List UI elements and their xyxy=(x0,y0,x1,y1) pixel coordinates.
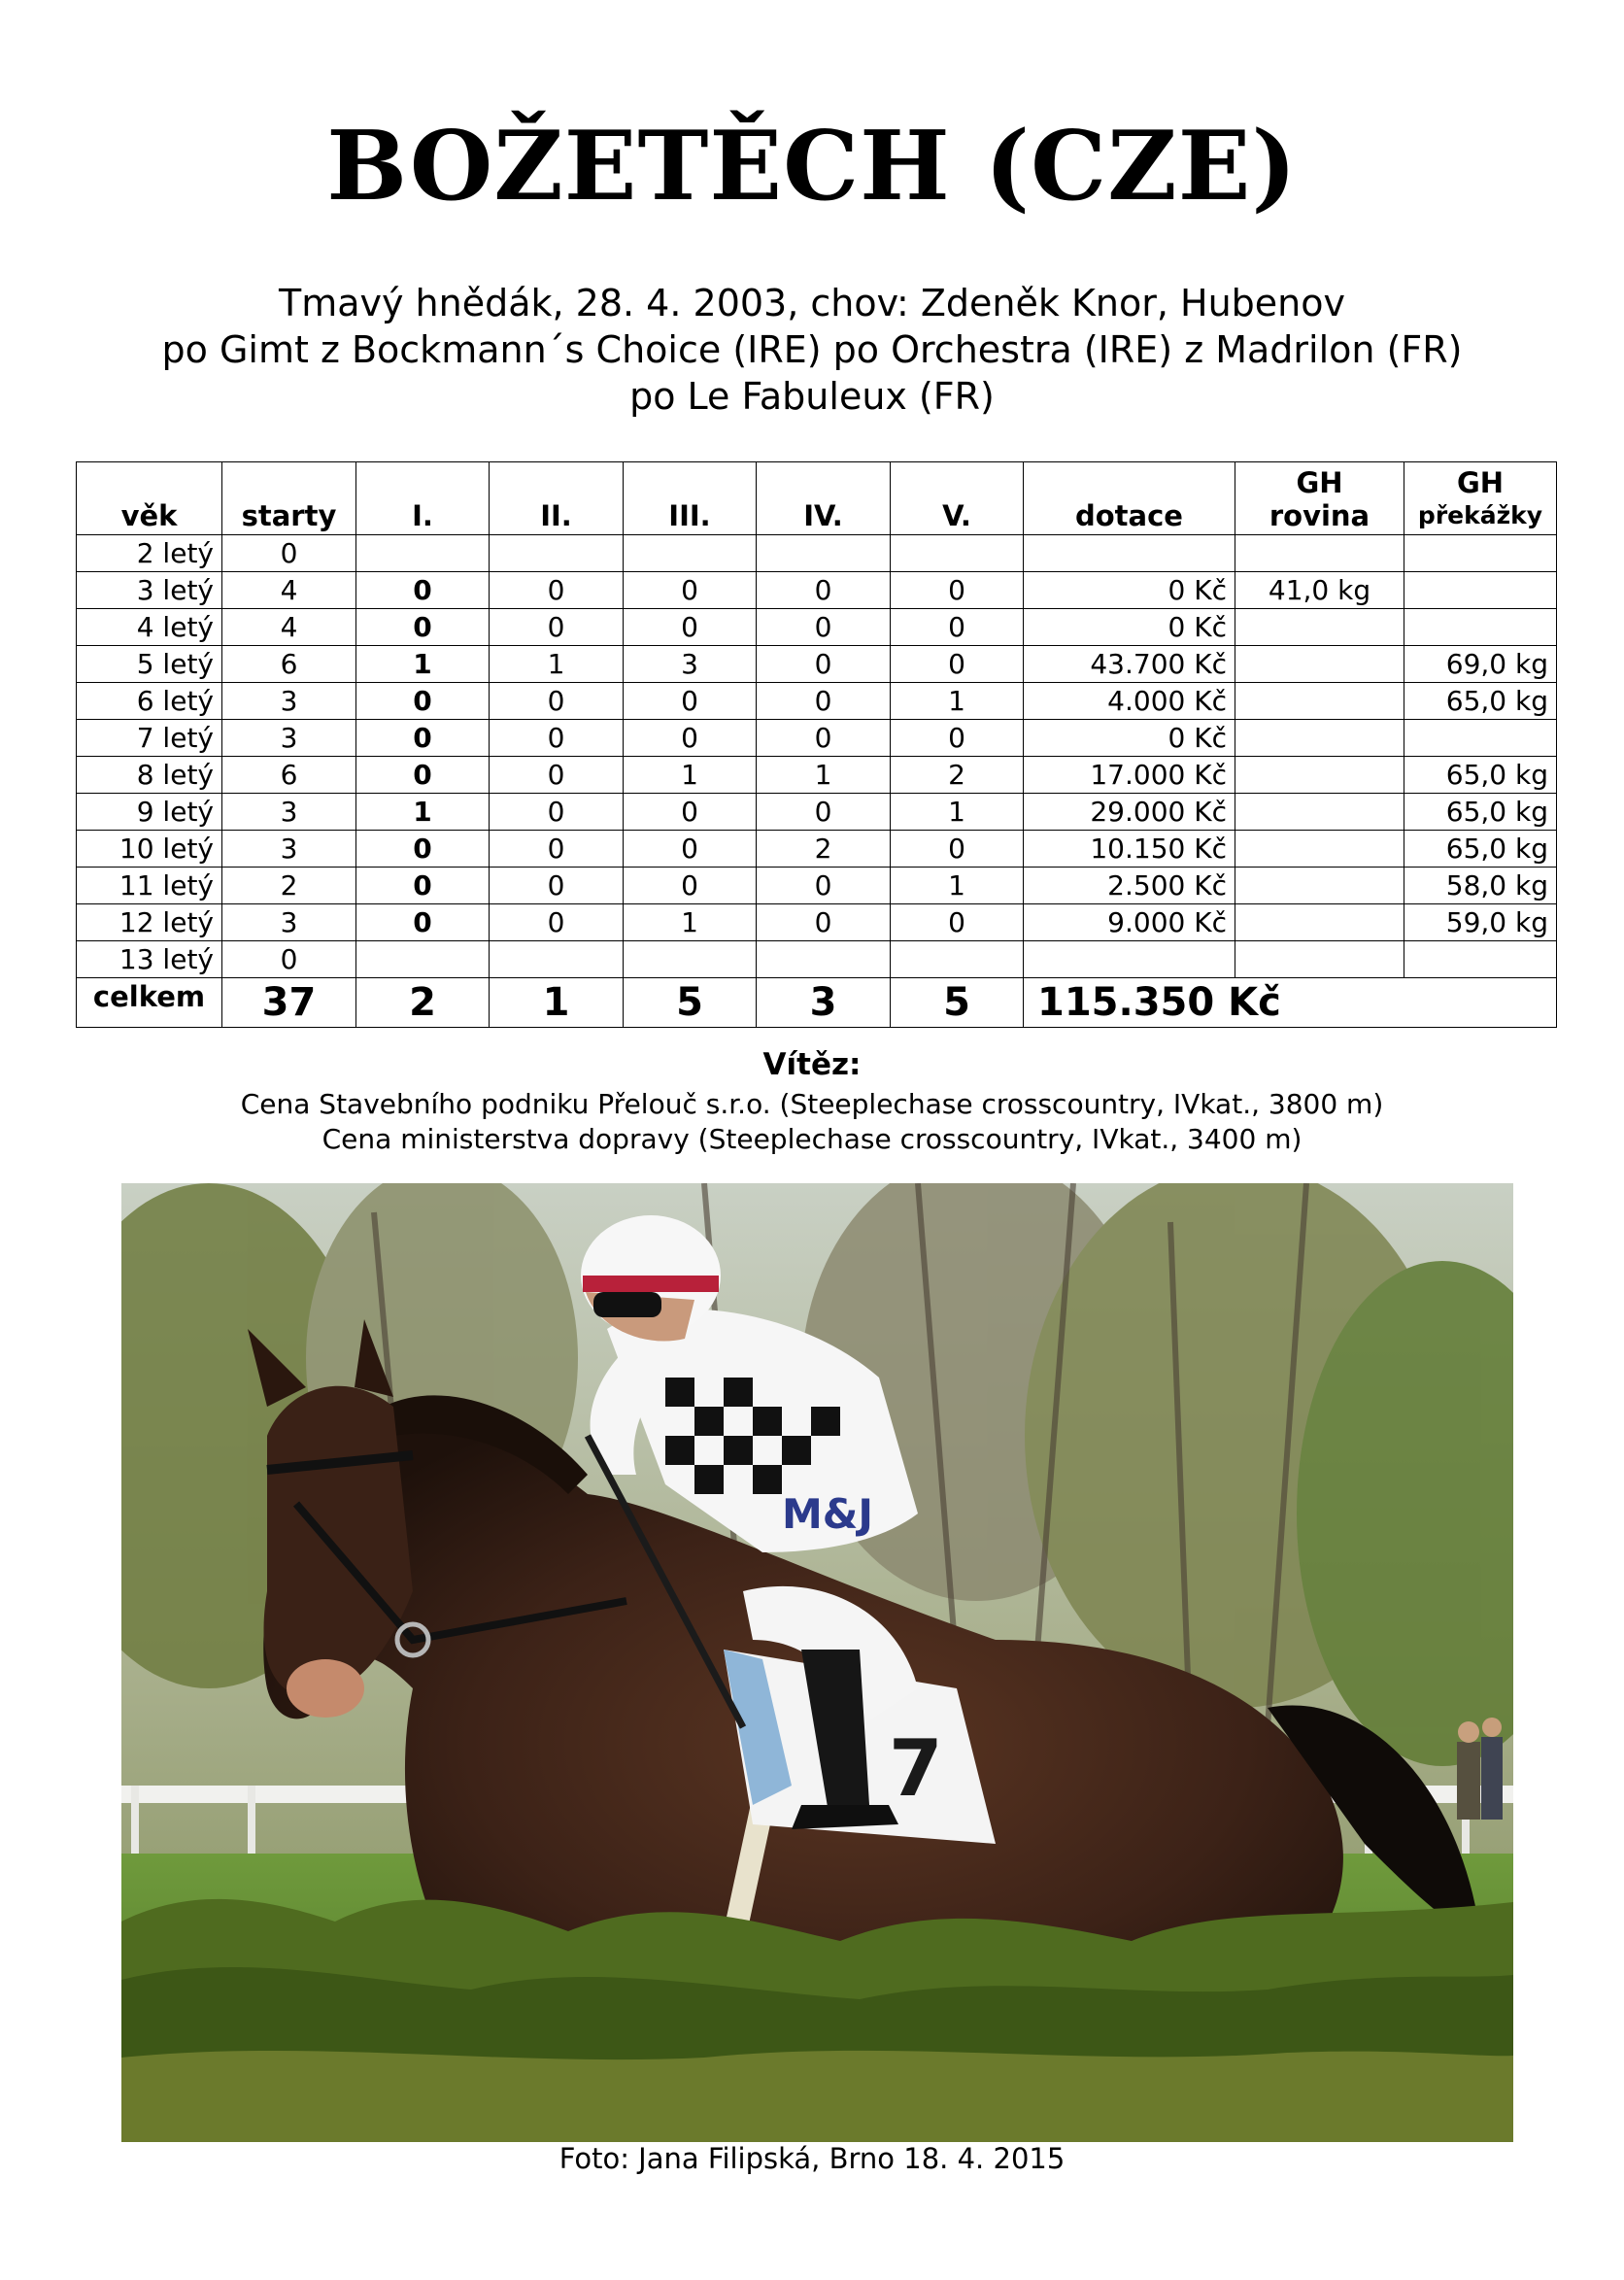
cell-place-5 xyxy=(891,535,1024,572)
cell-prize: 29.000 Kč xyxy=(1024,794,1235,831)
cell-gh-flat xyxy=(1235,720,1404,757)
race-photo-illustration xyxy=(121,1183,1513,2142)
cell-gh-flat xyxy=(1235,646,1404,683)
cell-place-1: 0 xyxy=(356,904,490,941)
cell-starts: 4 xyxy=(222,572,356,609)
cell-starts: 3 xyxy=(222,831,356,868)
cell-prize: 17.000 Kč xyxy=(1024,757,1235,794)
header-gh-flat-line-1: GH xyxy=(1296,466,1343,499)
header-gh-jump-line-1: GH xyxy=(1456,466,1505,499)
cell-gh-flat xyxy=(1235,941,1404,978)
header-gh-flat xyxy=(1235,462,1404,535)
cell-gh-jump: 65,0 kg xyxy=(1404,794,1557,831)
cell-gh-jump xyxy=(1404,535,1557,572)
cell-place-1: 0 xyxy=(356,868,490,904)
total-place-5: 5 xyxy=(891,978,1024,1028)
cell-starts: 6 xyxy=(222,646,356,683)
cell-place-5 xyxy=(891,941,1024,978)
header-gh-flat-line-2: rovina xyxy=(1269,499,1370,532)
total-place-1: 2 xyxy=(356,978,490,1028)
cell-gh-jump xyxy=(1404,720,1557,757)
cell-place-1: 1 xyxy=(356,794,490,831)
cell-place-5: 1 xyxy=(891,683,1024,720)
cell-age: 5 letý xyxy=(77,646,222,683)
total-label: celkem xyxy=(77,978,222,1028)
cell-place-4 xyxy=(757,535,891,572)
cell-place-3: 0 xyxy=(624,572,757,609)
cell-place-5: 0 xyxy=(891,720,1024,757)
cell-place-1: 0 xyxy=(356,609,490,646)
cell-prize xyxy=(1024,535,1235,572)
cell-place-5: 0 xyxy=(891,609,1024,646)
cell-place-3: 3 xyxy=(624,646,757,683)
photo-caption: Foto: Jana Filipská, Brno 18. 4. 2015 xyxy=(558,2142,1066,2175)
cell-place-4: 0 xyxy=(757,868,891,904)
cell-starts: 3 xyxy=(222,683,356,720)
cell-place-1: 0 xyxy=(356,683,490,720)
pedigree-line-2: po Gimt z Bockmann´s Choice (IRE) po Orchestra (IRE) z Madrilon (FR) xyxy=(161,328,1463,371)
cell-gh-flat xyxy=(1235,683,1404,720)
silks-logo: M&J xyxy=(782,1490,874,1538)
cell-place-5: 0 xyxy=(891,646,1024,683)
table-row xyxy=(77,794,1557,831)
cell-place-1 xyxy=(356,535,490,572)
cell-place-3: 0 xyxy=(624,609,757,646)
table-row xyxy=(77,609,1557,646)
cell-age: 9 letý xyxy=(77,794,222,831)
table-row xyxy=(77,904,1557,941)
cell-starts: 3 xyxy=(222,720,356,757)
cell-place-5: 0 xyxy=(891,831,1024,868)
cell-place-4: 0 xyxy=(757,904,891,941)
cell-gh-flat xyxy=(1235,831,1404,868)
cell-starts: 3 xyxy=(222,904,356,941)
table-row xyxy=(77,868,1557,904)
cell-gh-flat: 41,0 kg xyxy=(1235,572,1404,609)
cell-place-2: 0 xyxy=(490,794,624,831)
total-place-2: 1 xyxy=(490,978,624,1028)
table-row xyxy=(77,572,1557,609)
winner-race-2: Cena ministerstva dopravy (Steeplechase crosscountry, IVkat., 3400 m) xyxy=(321,1123,1303,1155)
total-place-4: 3 xyxy=(757,978,891,1028)
table-total-row xyxy=(77,978,1557,1028)
header-place-1: I. xyxy=(356,462,490,535)
header-age: věk xyxy=(77,462,222,535)
cell-age: 13 letý xyxy=(77,941,222,978)
header-gh-jump-line-2: překážky xyxy=(1417,501,1543,529)
cell-prize: 2.500 Kč xyxy=(1024,868,1235,904)
cell-place-1: 0 xyxy=(356,831,490,868)
cell-age: 6 letý xyxy=(77,683,222,720)
cell-age: 11 letý xyxy=(77,868,222,904)
race-results-table xyxy=(76,461,1557,1028)
cell-gh-jump: 58,0 kg xyxy=(1404,868,1557,904)
cell-place-1: 0 xyxy=(356,720,490,757)
cell-prize: 0 Kč xyxy=(1024,572,1235,609)
cell-place-3: 0 xyxy=(624,794,757,831)
cell-gh-flat xyxy=(1235,868,1404,904)
cell-place-3: 1 xyxy=(624,904,757,941)
cell-place-4: 0 xyxy=(757,646,891,683)
race-photo xyxy=(121,1183,1513,2142)
cell-gh-flat xyxy=(1235,609,1404,646)
cell-place-1: 0 xyxy=(356,757,490,794)
header-gh-jump xyxy=(1404,462,1557,535)
cell-place-4: 0 xyxy=(757,794,891,831)
cell-starts: 0 xyxy=(222,941,356,978)
cell-place-3 xyxy=(624,535,757,572)
cell-gh-jump xyxy=(1404,609,1557,646)
header-place-5: V. xyxy=(891,462,1024,535)
cell-place-3: 0 xyxy=(624,683,757,720)
cell-place-5: 2 xyxy=(891,757,1024,794)
total-starts: 37 xyxy=(222,978,356,1028)
winner-race-1: Cena Stavebního podniku Přelouč s.r.o. (Steeplechase crosscountry, IVkat., 3800 m) xyxy=(240,1088,1384,1120)
cell-gh-jump: 65,0 kg xyxy=(1404,757,1557,794)
cell-place-1: 0 xyxy=(356,572,490,609)
cell-age: 12 letý xyxy=(77,904,222,941)
cell-gh-flat xyxy=(1235,904,1404,941)
cell-prize xyxy=(1024,941,1235,978)
cell-gh-jump: 65,0 kg xyxy=(1404,831,1557,868)
cell-gh-flat xyxy=(1235,794,1404,831)
header-place-4: IV. xyxy=(757,462,891,535)
table-row xyxy=(77,683,1557,720)
cell-place-2 xyxy=(490,535,624,572)
saddle-number: 7 xyxy=(889,1723,943,1814)
cell-starts: 0 xyxy=(222,535,356,572)
cell-age: 8 letý xyxy=(77,757,222,794)
cell-place-4 xyxy=(757,941,891,978)
cell-place-5: 1 xyxy=(891,868,1024,904)
cell-prize: 0 Kč xyxy=(1024,609,1235,646)
cell-place-5: 1 xyxy=(891,794,1024,831)
header-prize: dotace xyxy=(1024,462,1235,535)
cell-prize: 9.000 Kč xyxy=(1024,904,1235,941)
cell-place-3 xyxy=(624,941,757,978)
table-header-row xyxy=(77,462,1557,535)
cell-place-4: 2 xyxy=(757,831,891,868)
cell-age: 7 letý xyxy=(77,720,222,757)
cell-place-3: 0 xyxy=(624,720,757,757)
cell-prize: 43.700 Kč xyxy=(1024,646,1235,683)
cell-age: 4 letý xyxy=(77,609,222,646)
cell-place-3: 1 xyxy=(624,757,757,794)
cell-place-3: 0 xyxy=(624,868,757,904)
cell-place-2: 0 xyxy=(490,720,624,757)
cell-place-1 xyxy=(356,941,490,978)
cell-place-2: 1 xyxy=(490,646,624,683)
table-row xyxy=(77,831,1557,868)
cell-place-2: 0 xyxy=(490,831,624,868)
cell-gh-flat xyxy=(1235,757,1404,794)
cell-place-2 xyxy=(490,941,624,978)
horse-description-line-1: Tmavý hnědák, 28. 4. 2003, chov: Zdeněk Knor, Hubenov xyxy=(278,282,1345,324)
table-row xyxy=(77,720,1557,757)
cell-gh-jump: 59,0 kg xyxy=(1404,904,1557,941)
cell-place-1: 1 xyxy=(356,646,490,683)
cell-place-5: 0 xyxy=(891,904,1024,941)
header-place-2: II. xyxy=(490,462,624,535)
cell-place-4: 0 xyxy=(757,609,891,646)
cell-place-2: 0 xyxy=(490,683,624,720)
table-row xyxy=(77,535,1557,572)
cell-prize: 0 Kč xyxy=(1024,720,1235,757)
cell-gh-flat xyxy=(1235,535,1404,572)
cell-place-2: 0 xyxy=(490,868,624,904)
cell-place-4: 0 xyxy=(757,683,891,720)
cell-place-5: 0 xyxy=(891,572,1024,609)
pedigree-line-3: po Le Fabuleux (FR) xyxy=(629,375,995,418)
winner-heading: Vítěz: xyxy=(762,1047,862,1082)
total-place-3: 5 xyxy=(624,978,757,1028)
cell-place-3: 0 xyxy=(624,831,757,868)
header-place-3: III. xyxy=(624,462,757,535)
cell-prize: 4.000 Kč xyxy=(1024,683,1235,720)
cell-place-4: 0 xyxy=(757,572,891,609)
cell-age: 10 letý xyxy=(77,831,222,868)
header-starts: starty xyxy=(222,462,356,535)
cell-gh-jump: 69,0 kg xyxy=(1404,646,1557,683)
cell-age: 3 letý xyxy=(77,572,222,609)
table-row xyxy=(77,757,1557,794)
cell-gh-jump xyxy=(1404,941,1557,978)
cell-age: 2 letý xyxy=(77,535,222,572)
table-row xyxy=(77,646,1557,683)
cell-starts: 6 xyxy=(222,757,356,794)
cell-gh-jump xyxy=(1404,572,1557,609)
cell-starts: 3 xyxy=(222,794,356,831)
cell-place-4: 0 xyxy=(757,720,891,757)
cell-place-2: 0 xyxy=(490,609,624,646)
horse-name-title: BOŽETĚCH (CZE) xyxy=(326,111,1298,222)
cell-prize: 10.150 Kč xyxy=(1024,831,1235,868)
cell-place-4: 1 xyxy=(757,757,891,794)
table-row xyxy=(77,941,1557,978)
cell-place-2: 0 xyxy=(490,572,624,609)
total-prize: 115.350 Kč xyxy=(1024,978,1557,1028)
cell-place-2: 0 xyxy=(490,757,624,794)
cell-gh-jump: 65,0 kg xyxy=(1404,683,1557,720)
cell-place-2: 0 xyxy=(490,904,624,941)
cell-starts: 2 xyxy=(222,868,356,904)
cell-starts: 4 xyxy=(222,609,356,646)
